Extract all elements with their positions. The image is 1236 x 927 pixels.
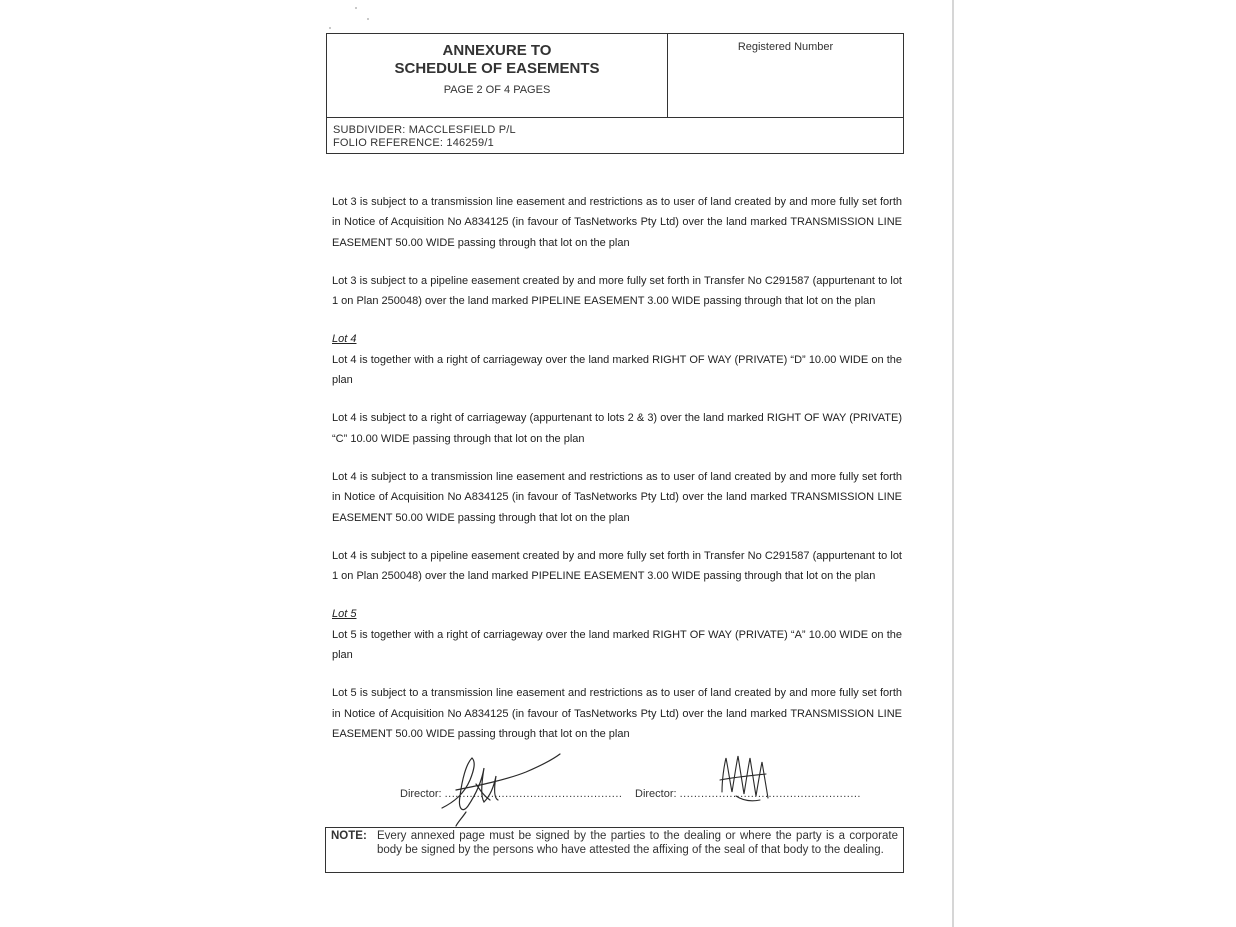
lot4-pipeline-paragraph: Lot 4 is subject to a pipeline easement created by and more fully set forth in Transfer No C291587 (appurtenant to lot 1 on Plan 250048) over the land marked PIPELINE EASEMENT 3.00 WIDE passing through that lot on the plan [332, 549, 902, 583]
lot5-transmission-paragraph: Lot 5 is subject to a transmission line easement and restrictions as to user of land created by and more fully set forth in Notice of Acquisition No A834125 (in favour of TasNetworks Pty Ltd) over the land marked TRANSMISSION LINE EASEMENT 50.00 WIDE passing through that lot on the plan [332, 687, 902, 740]
lot4-heading: Lot 4 [332, 333, 357, 346]
scan-speck [329, 27, 331, 29]
folio-reference-text: FOLIO REFERENCE: 146259/1 [333, 137, 494, 149]
note-box [325, 827, 904, 873]
scan-speck [355, 7, 357, 9]
registered-number-cell [668, 34, 903, 117]
note-label: NOTE: [331, 830, 367, 842]
lot3-transmission-paragraph: Lot 3 is subject to a transmission line easement and restrictions as to user of land created by and more fully set forth in Notice of Acquisition No A834125 (in favour of TasNetworks Pty Ltd) over the land marked TRANSMISSION LINE EASEMENT 50.00 WIDE passing through that lot on the plan [332, 196, 902, 249]
annexure-title: ANNEXURE TO [442, 42, 552, 59]
lot3-pipeline-paragraph: Lot 3 is subject to a pipeline easement created by and more fully set forth in Transfer No C291587 (appurtenant to lot 1 on Plan 250048) over the land marked PIPELINE EASEMENT 3.00 WIDE passing through that lot on the plan [332, 274, 902, 308]
lot5-heading: Lot 5 [332, 608, 357, 621]
director-signature-1-icon [436, 750, 566, 828]
page-count: PAGE 2 OF 4 PAGES [443, 84, 551, 96]
director-label: Director: [400, 788, 442, 800]
lot5-carriageway-paragraph: Lot 5 is together with a right of carriageway over the land marked RIGHT OF WAY (PRIVATE) “A” 10.00 WIDE on the plan [332, 628, 902, 662]
header-title-cell [327, 34, 668, 117]
signature-dots: ................................................... [679, 788, 861, 800]
director-signature-2-icon [716, 750, 776, 806]
registered-number-label: Registered Number [737, 41, 834, 53]
subdivider-cell [327, 117, 903, 153]
signature-dots: .................................................. [444, 788, 623, 800]
lot4-subject-carriageway-paragraph: Lot 4 is subject to a right of carriageway (appurtenant to lots 2 & 3) over the land marked RIGHT OF WAY (PRIVATE) “C” 10.00 WIDE passing through that lot on the plan [332, 412, 902, 445]
director-label: Director: [635, 788, 677, 800]
note-text: Every annexed page must be signed by the parties to the dealing or where the party is a corporate body be signed by the persons who have attested the affixing of the seal of that body to the dealing. [377, 830, 898, 856]
lot4-transmission-paragraph: Lot 4 is subject to a transmission line easement and restrictions as to user of land created by and more fully set forth in Notice of Acquisition No A834125 (in favour of TasNetworks Pty Ltd) over the land marked TRANSMISSION LINE EASEMENT 50.00 WIDE passing through that lot on the plan [332, 470, 902, 524]
page-edge-divider [952, 0, 954, 927]
subdivider-text: SUBDIVIDER: MACCLESFIELD P/L [333, 124, 516, 136]
scan-speck [367, 18, 369, 20]
annexure-header-box [326, 33, 904, 154]
lot4-carriageway-paragraph: Lot 4 is together with a right of carriageway over the land marked RIGHT OF WAY (PRIVATE) “D” 10.00 WIDE on the plan [332, 353, 902, 387]
schedule-title: SCHEDULE OF EASEMENTS [394, 60, 600, 77]
easement-body [332, 192, 902, 762]
